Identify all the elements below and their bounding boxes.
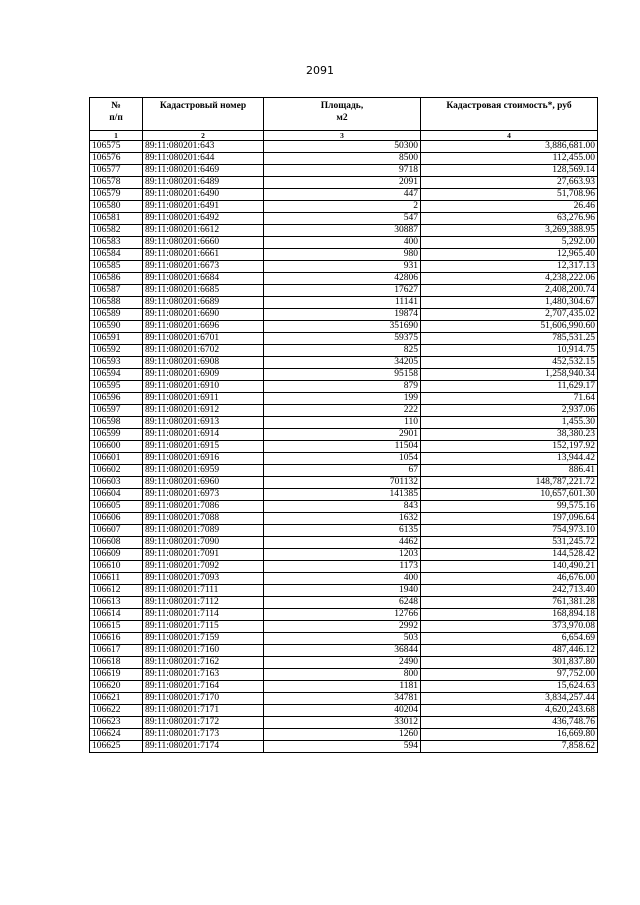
row-number-cell: 106595 — [90, 381, 143, 393]
row-number-cell: 106602 — [90, 465, 143, 477]
cadastral-number-cell: 89:11:080201:6914 — [143, 429, 264, 441]
table-row — [90, 693, 598, 705]
table-row — [90, 393, 598, 405]
row-number-cell: 106605 — [90, 501, 143, 513]
table-row — [90, 237, 598, 249]
table-row — [90, 573, 598, 585]
row-number-cell: 106585 — [90, 261, 143, 273]
table-row — [90, 537, 598, 549]
cadastral-value-cell: 1,480,304.67 — [421, 297, 598, 309]
table-row — [90, 717, 598, 729]
page-number: 2091 — [306, 64, 334, 77]
cadastral-value-cell: 436,748.76 — [421, 717, 598, 729]
area-cell: 42806 — [264, 273, 421, 285]
cadastral-number-cell: 89:11:080201:6490 — [143, 189, 264, 201]
table-row — [90, 153, 598, 165]
cadastral-value-cell: 128,569.14 — [421, 165, 598, 177]
area-cell: 1260 — [264, 729, 421, 741]
area-cell: 4462 — [264, 537, 421, 549]
row-number-cell: 106587 — [90, 285, 143, 297]
area-cell: 6135 — [264, 525, 421, 537]
table-row — [90, 525, 598, 537]
cadastral-number-cell: 89:11:080201:644 — [143, 153, 264, 165]
row-number-cell: 106575 — [90, 141, 143, 153]
cadastral-value-cell: 168,894.18 — [421, 609, 598, 621]
row-number-cell: 106616 — [90, 633, 143, 645]
cadastral-number-cell: 89:11:080201:7173 — [143, 729, 264, 741]
cadastral-value-cell: 785,531.25 — [421, 333, 598, 345]
table-row — [90, 417, 598, 429]
table-row — [90, 561, 598, 573]
cadastral-number-cell: 89:11:080201:7172 — [143, 717, 264, 729]
row-number-cell: 106624 — [90, 729, 143, 741]
table-row — [90, 729, 598, 741]
area-cell: 447 — [264, 189, 421, 201]
cadastral-value-cell: 13,944.42 — [421, 453, 598, 465]
table-row — [90, 477, 598, 489]
table-row — [90, 513, 598, 525]
table-row — [90, 261, 598, 273]
table-row — [90, 429, 598, 441]
row-number-cell: 106599 — [90, 429, 143, 441]
area-cell: 1173 — [264, 561, 421, 573]
cadastral-number-cell: 89:11:080201:7159 — [143, 633, 264, 645]
row-number-cell: 106608 — [90, 537, 143, 549]
area-cell: 547 — [264, 213, 421, 225]
table-row — [90, 273, 598, 285]
area-cell: 9718 — [264, 165, 421, 177]
cadastral-number-cell: 89:11:080201:6973 — [143, 489, 264, 501]
row-number-cell: 106622 — [90, 705, 143, 717]
table-row — [90, 633, 598, 645]
table-row — [90, 297, 598, 309]
table-row — [90, 597, 598, 609]
table-row — [90, 441, 598, 453]
row-number-cell: 106584 — [90, 249, 143, 261]
cadastral-value-cell: 144,528.42 — [421, 549, 598, 561]
cadastral-value-cell: 51,606,990.60 — [421, 321, 598, 333]
cadastral-value-cell: 487,446.12 — [421, 645, 598, 657]
cadastral-value-cell: 63,276.96 — [421, 213, 598, 225]
row-number-cell: 106615 — [90, 621, 143, 633]
cadastral-value-cell: 761,381.28 — [421, 597, 598, 609]
cadastral-value-cell: 3,269,388.95 — [421, 225, 598, 237]
row-number-cell: 106618 — [90, 657, 143, 669]
row-number-cell: 106604 — [90, 489, 143, 501]
table-row — [90, 501, 598, 513]
table-row — [90, 705, 598, 717]
row-number-cell: 106601 — [90, 453, 143, 465]
row-number-cell: 106613 — [90, 597, 143, 609]
table-row — [90, 621, 598, 633]
cadastral-number-cell: 89:11:080201:7115 — [143, 621, 264, 633]
area-cell: 2091 — [264, 177, 421, 189]
row-number-cell: 106578 — [90, 177, 143, 189]
area-cell: 351690 — [264, 321, 421, 333]
cadastral-value-cell: 12,965.40 — [421, 249, 598, 261]
cadastral-number-cell: 89:11:080201:6689 — [143, 297, 264, 309]
area-cell: 879 — [264, 381, 421, 393]
area-cell: 141385 — [264, 489, 421, 501]
area-cell: 67 — [264, 465, 421, 477]
area-cell: 1203 — [264, 549, 421, 561]
cadastral-number-cell: 89:11:080201:6489 — [143, 177, 264, 189]
table-row — [90, 201, 598, 213]
cadastral-value-cell: 15,624.63 — [421, 681, 598, 693]
cadastral-value-cell: 99,575.16 — [421, 501, 598, 513]
row-number-cell: 106588 — [90, 297, 143, 309]
table-row — [90, 585, 598, 597]
header-cadastral-number: Кадастровый номер — [143, 98, 264, 131]
area-cell: 34205 — [264, 357, 421, 369]
cadastral-number-cell: 89:11:080201:6612 — [143, 225, 264, 237]
row-number-cell: 106586 — [90, 273, 143, 285]
cadastral-number-cell: 89:11:080201:6660 — [143, 237, 264, 249]
cadastral-number-cell: 89:11:080201:6701 — [143, 333, 264, 345]
table-row — [90, 141, 598, 153]
row-number-cell: 106621 — [90, 693, 143, 705]
row-number-cell: 106597 — [90, 405, 143, 417]
cadastral-number-cell: 89:11:080201:7174 — [143, 741, 264, 753]
cadastral-number-cell: 89:11:080201:6469 — [143, 165, 264, 177]
column-number: 1 — [90, 131, 143, 141]
table-row — [90, 369, 598, 381]
table-header-row — [90, 98, 598, 131]
area-cell: 40204 — [264, 705, 421, 717]
table-row — [90, 225, 598, 237]
cadastral-value-cell: 2,408,200.74 — [421, 285, 598, 297]
header-cadastral-value: Кадастровая стоимость*, руб — [421, 98, 598, 131]
cadastral-value-cell: 97,752.00 — [421, 669, 598, 681]
table-row — [90, 249, 598, 261]
cadastral-value-cell: 6,654.69 — [421, 633, 598, 645]
row-number-cell: 106619 — [90, 669, 143, 681]
cadastral-number-cell: 89:11:080201:7162 — [143, 657, 264, 669]
row-number-cell: 106620 — [90, 681, 143, 693]
area-cell: 825 — [264, 345, 421, 357]
table-row — [90, 213, 598, 225]
cadastral-value-cell: 140,490.21 — [421, 561, 598, 573]
area-cell: 30887 — [264, 225, 421, 237]
cadastral-value-cell: 27,663.93 — [421, 177, 598, 189]
area-cell: 1940 — [264, 585, 421, 597]
cadastral-value-cell: 38,380.23 — [421, 429, 598, 441]
header-row-number: № п/п — [90, 98, 143, 131]
cadastral-number-cell: 89:11:080201:7088 — [143, 513, 264, 525]
cadastral-number-cell: 89:11:080201:7160 — [143, 645, 264, 657]
cadastral-number-cell: 89:11:080201:643 — [143, 141, 264, 153]
cadastral-value-cell: 10,657,601.30 — [421, 489, 598, 501]
area-cell: 199 — [264, 393, 421, 405]
cadastral-value-cell: 242,713.40 — [421, 585, 598, 597]
cadastral-value-cell: 152,197.92 — [421, 441, 598, 453]
area-cell: 594 — [264, 741, 421, 753]
cadastral-number-cell: 89:11:080201:7163 — [143, 669, 264, 681]
area-cell: 95158 — [264, 369, 421, 381]
cadastral-number-cell: 89:11:080201:6912 — [143, 405, 264, 417]
header-area: Площадь, м2 — [264, 98, 421, 131]
cadastral-value-cell: 531,245.72 — [421, 537, 598, 549]
table-row — [90, 321, 598, 333]
cadastral-value-cell: 46,676.00 — [421, 573, 598, 585]
row-number-cell: 106592 — [90, 345, 143, 357]
cadastral-number-cell: 89:11:080201:6690 — [143, 309, 264, 321]
area-cell: 843 — [264, 501, 421, 513]
row-number-cell: 106590 — [90, 321, 143, 333]
row-number-cell: 106623 — [90, 717, 143, 729]
cadastral-number-cell: 89:11:080201:6684 — [143, 273, 264, 285]
cadastral-value-cell: 1,455.30 — [421, 417, 598, 429]
cadastral-value-cell: 373,970.08 — [421, 621, 598, 633]
cadastral-number-cell: 89:11:080201:6696 — [143, 321, 264, 333]
cadastral-number-cell: 89:11:080201:6685 — [143, 285, 264, 297]
row-number-cell: 106600 — [90, 441, 143, 453]
column-number: 3 — [264, 131, 421, 141]
cadastral-number-cell: 89:11:080201:7086 — [143, 501, 264, 513]
cadastral-value-cell: 4,620,243.68 — [421, 705, 598, 717]
table-row — [90, 309, 598, 321]
cadastral-value-cell: 11,629.17 — [421, 381, 598, 393]
table-row — [90, 669, 598, 681]
row-number-cell: 106606 — [90, 513, 143, 525]
table-row — [90, 405, 598, 417]
row-number-cell: 106612 — [90, 585, 143, 597]
table-row — [90, 681, 598, 693]
table-body — [90, 141, 598, 753]
row-number-cell: 106607 — [90, 525, 143, 537]
area-cell: 503 — [264, 633, 421, 645]
cadastral-number-cell: 89:11:080201:6916 — [143, 453, 264, 465]
area-cell: 2992 — [264, 621, 421, 633]
row-number-cell: 106614 — [90, 609, 143, 621]
cadastral-number-cell: 89:11:080201:6915 — [143, 441, 264, 453]
row-number-cell: 106579 — [90, 189, 143, 201]
table-row — [90, 741, 598, 753]
area-cell: 33012 — [264, 717, 421, 729]
row-number-cell: 106603 — [90, 477, 143, 489]
table-row — [90, 333, 598, 345]
cadastral-number-cell: 89:11:080201:7092 — [143, 561, 264, 573]
area-cell: 800 — [264, 669, 421, 681]
cadastral-value-cell: 2,937.06 — [421, 405, 598, 417]
table-row — [90, 285, 598, 297]
table-row — [90, 345, 598, 357]
table-row — [90, 489, 598, 501]
column-numbers-row — [90, 131, 598, 141]
cadastral-value-cell: 2,707,435.02 — [421, 309, 598, 321]
cadastral-number-cell: 89:11:080201:7114 — [143, 609, 264, 621]
table-row — [90, 609, 598, 621]
area-cell: 222 — [264, 405, 421, 417]
row-number-cell: 106581 — [90, 213, 143, 225]
area-cell: 1632 — [264, 513, 421, 525]
cadastral-number-cell: 89:11:080201:6492 — [143, 213, 264, 225]
column-number: 4 — [421, 131, 598, 141]
cadastral-number-cell: 89:11:080201:6702 — [143, 345, 264, 357]
area-cell: 2901 — [264, 429, 421, 441]
table-row — [90, 645, 598, 657]
area-cell: 701132 — [264, 477, 421, 489]
area-cell: 19874 — [264, 309, 421, 321]
cadastral-number-cell: 89:11:080201:7089 — [143, 525, 264, 537]
area-cell: 11504 — [264, 441, 421, 453]
cadastral-number-cell: 89:11:080201:7091 — [143, 549, 264, 561]
row-number-cell: 106610 — [90, 561, 143, 573]
table-row — [90, 549, 598, 561]
row-number-cell: 106594 — [90, 369, 143, 381]
row-number-cell: 106582 — [90, 225, 143, 237]
row-number-cell: 106576 — [90, 153, 143, 165]
cadastral-value-cell: 5,292.00 — [421, 237, 598, 249]
row-number-cell: 106593 — [90, 357, 143, 369]
area-cell: 931 — [264, 261, 421, 273]
cadastral-number-cell: 89:11:080201:7090 — [143, 537, 264, 549]
cadastral-value-cell: 452,532.15 — [421, 357, 598, 369]
cadastral-value-cell: 7,858.62 — [421, 741, 598, 753]
cadastral-number-cell: 89:11:080201:7171 — [143, 705, 264, 717]
row-number-cell: 106577 — [90, 165, 143, 177]
area-cell: 34781 — [264, 693, 421, 705]
area-cell: 1054 — [264, 453, 421, 465]
cadastral-value-cell: 10,914.75 — [421, 345, 598, 357]
table-row — [90, 165, 598, 177]
cadastral-value-cell: 51,708.96 — [421, 189, 598, 201]
area-cell: 400 — [264, 237, 421, 249]
row-number-cell: 106611 — [90, 573, 143, 585]
cadastral-value-cell: 12,317.13 — [421, 261, 598, 273]
row-number-cell: 106609 — [90, 549, 143, 561]
area-cell: 12766 — [264, 609, 421, 621]
cadastral-number-cell: 89:11:080201:6913 — [143, 417, 264, 429]
cadastral-value-cell: 754,973.10 — [421, 525, 598, 537]
cadastral-value-cell: 886.41 — [421, 465, 598, 477]
table-row — [90, 189, 598, 201]
area-cell: 50300 — [264, 141, 421, 153]
row-number-cell: 106625 — [90, 741, 143, 753]
cadastral-value-cell: 112,455.00 — [421, 153, 598, 165]
cadastral-number-cell: 89:11:080201:6911 — [143, 393, 264, 405]
area-cell: 110 — [264, 417, 421, 429]
row-number-cell: 106591 — [90, 333, 143, 345]
cadastral-number-cell: 89:11:080201:7093 — [143, 573, 264, 585]
cadastral-number-cell: 89:11:080201:7112 — [143, 597, 264, 609]
cadastral-number-cell: 89:11:080201:7164 — [143, 681, 264, 693]
area-cell: 400 — [264, 573, 421, 585]
row-number-cell: 106596 — [90, 393, 143, 405]
column-number: 2 — [143, 131, 264, 141]
row-number-cell: 106589 — [90, 309, 143, 321]
cadastral-number-cell: 89:11:080201:6491 — [143, 201, 264, 213]
cadastral-number-cell: 89:11:080201:7111 — [143, 585, 264, 597]
table-row — [90, 177, 598, 189]
area-cell: 11141 — [264, 297, 421, 309]
cadastral-number-cell: 89:11:080201:6910 — [143, 381, 264, 393]
area-cell: 59375 — [264, 333, 421, 345]
cadastral-table — [89, 97, 598, 753]
cadastral-number-cell: 89:11:080201:6661 — [143, 249, 264, 261]
cadastral-value-cell: 3,834,257.44 — [421, 693, 598, 705]
cadastral-number-cell: 89:11:080201:7170 — [143, 693, 264, 705]
cadastral-value-cell: 16,669.80 — [421, 729, 598, 741]
cadastral-value-cell: 26.46 — [421, 201, 598, 213]
cadastral-value-cell: 148,787,221.72 — [421, 477, 598, 489]
row-number-cell: 106583 — [90, 237, 143, 249]
cadastral-value-cell: 1,258,940.34 — [421, 369, 598, 381]
area-cell: 2 — [264, 201, 421, 213]
table-row — [90, 465, 598, 477]
row-number-cell: 106598 — [90, 417, 143, 429]
area-cell: 36844 — [264, 645, 421, 657]
table-row — [90, 657, 598, 669]
cadastral-number-cell: 89:11:080201:6673 — [143, 261, 264, 273]
area-cell: 1181 — [264, 681, 421, 693]
row-number-cell: 106580 — [90, 201, 143, 213]
table-row — [90, 453, 598, 465]
cadastral-number-cell: 89:11:080201:6908 — [143, 357, 264, 369]
table-row — [90, 381, 598, 393]
area-cell: 6248 — [264, 597, 421, 609]
cadastral-number-cell: 89:11:080201:6959 — [143, 465, 264, 477]
cadastral-value-cell: 301,837.80 — [421, 657, 598, 669]
area-cell: 2490 — [264, 657, 421, 669]
table-row — [90, 357, 598, 369]
row-number-cell: 106617 — [90, 645, 143, 657]
cadastral-number-cell: 89:11:080201:6909 — [143, 369, 264, 381]
area-cell: 980 — [264, 249, 421, 261]
cadastral-value-cell: 3,886,681.00 — [421, 141, 598, 153]
area-cell: 8500 — [264, 153, 421, 165]
area-cell: 17627 — [264, 285, 421, 297]
cadastral-value-cell: 4,238,222.06 — [421, 273, 598, 285]
cadastral-value-cell: 71.64 — [421, 393, 598, 405]
cadastral-value-cell: 197,096.64 — [421, 513, 598, 525]
cadastral-number-cell: 89:11:080201:6960 — [143, 477, 264, 489]
